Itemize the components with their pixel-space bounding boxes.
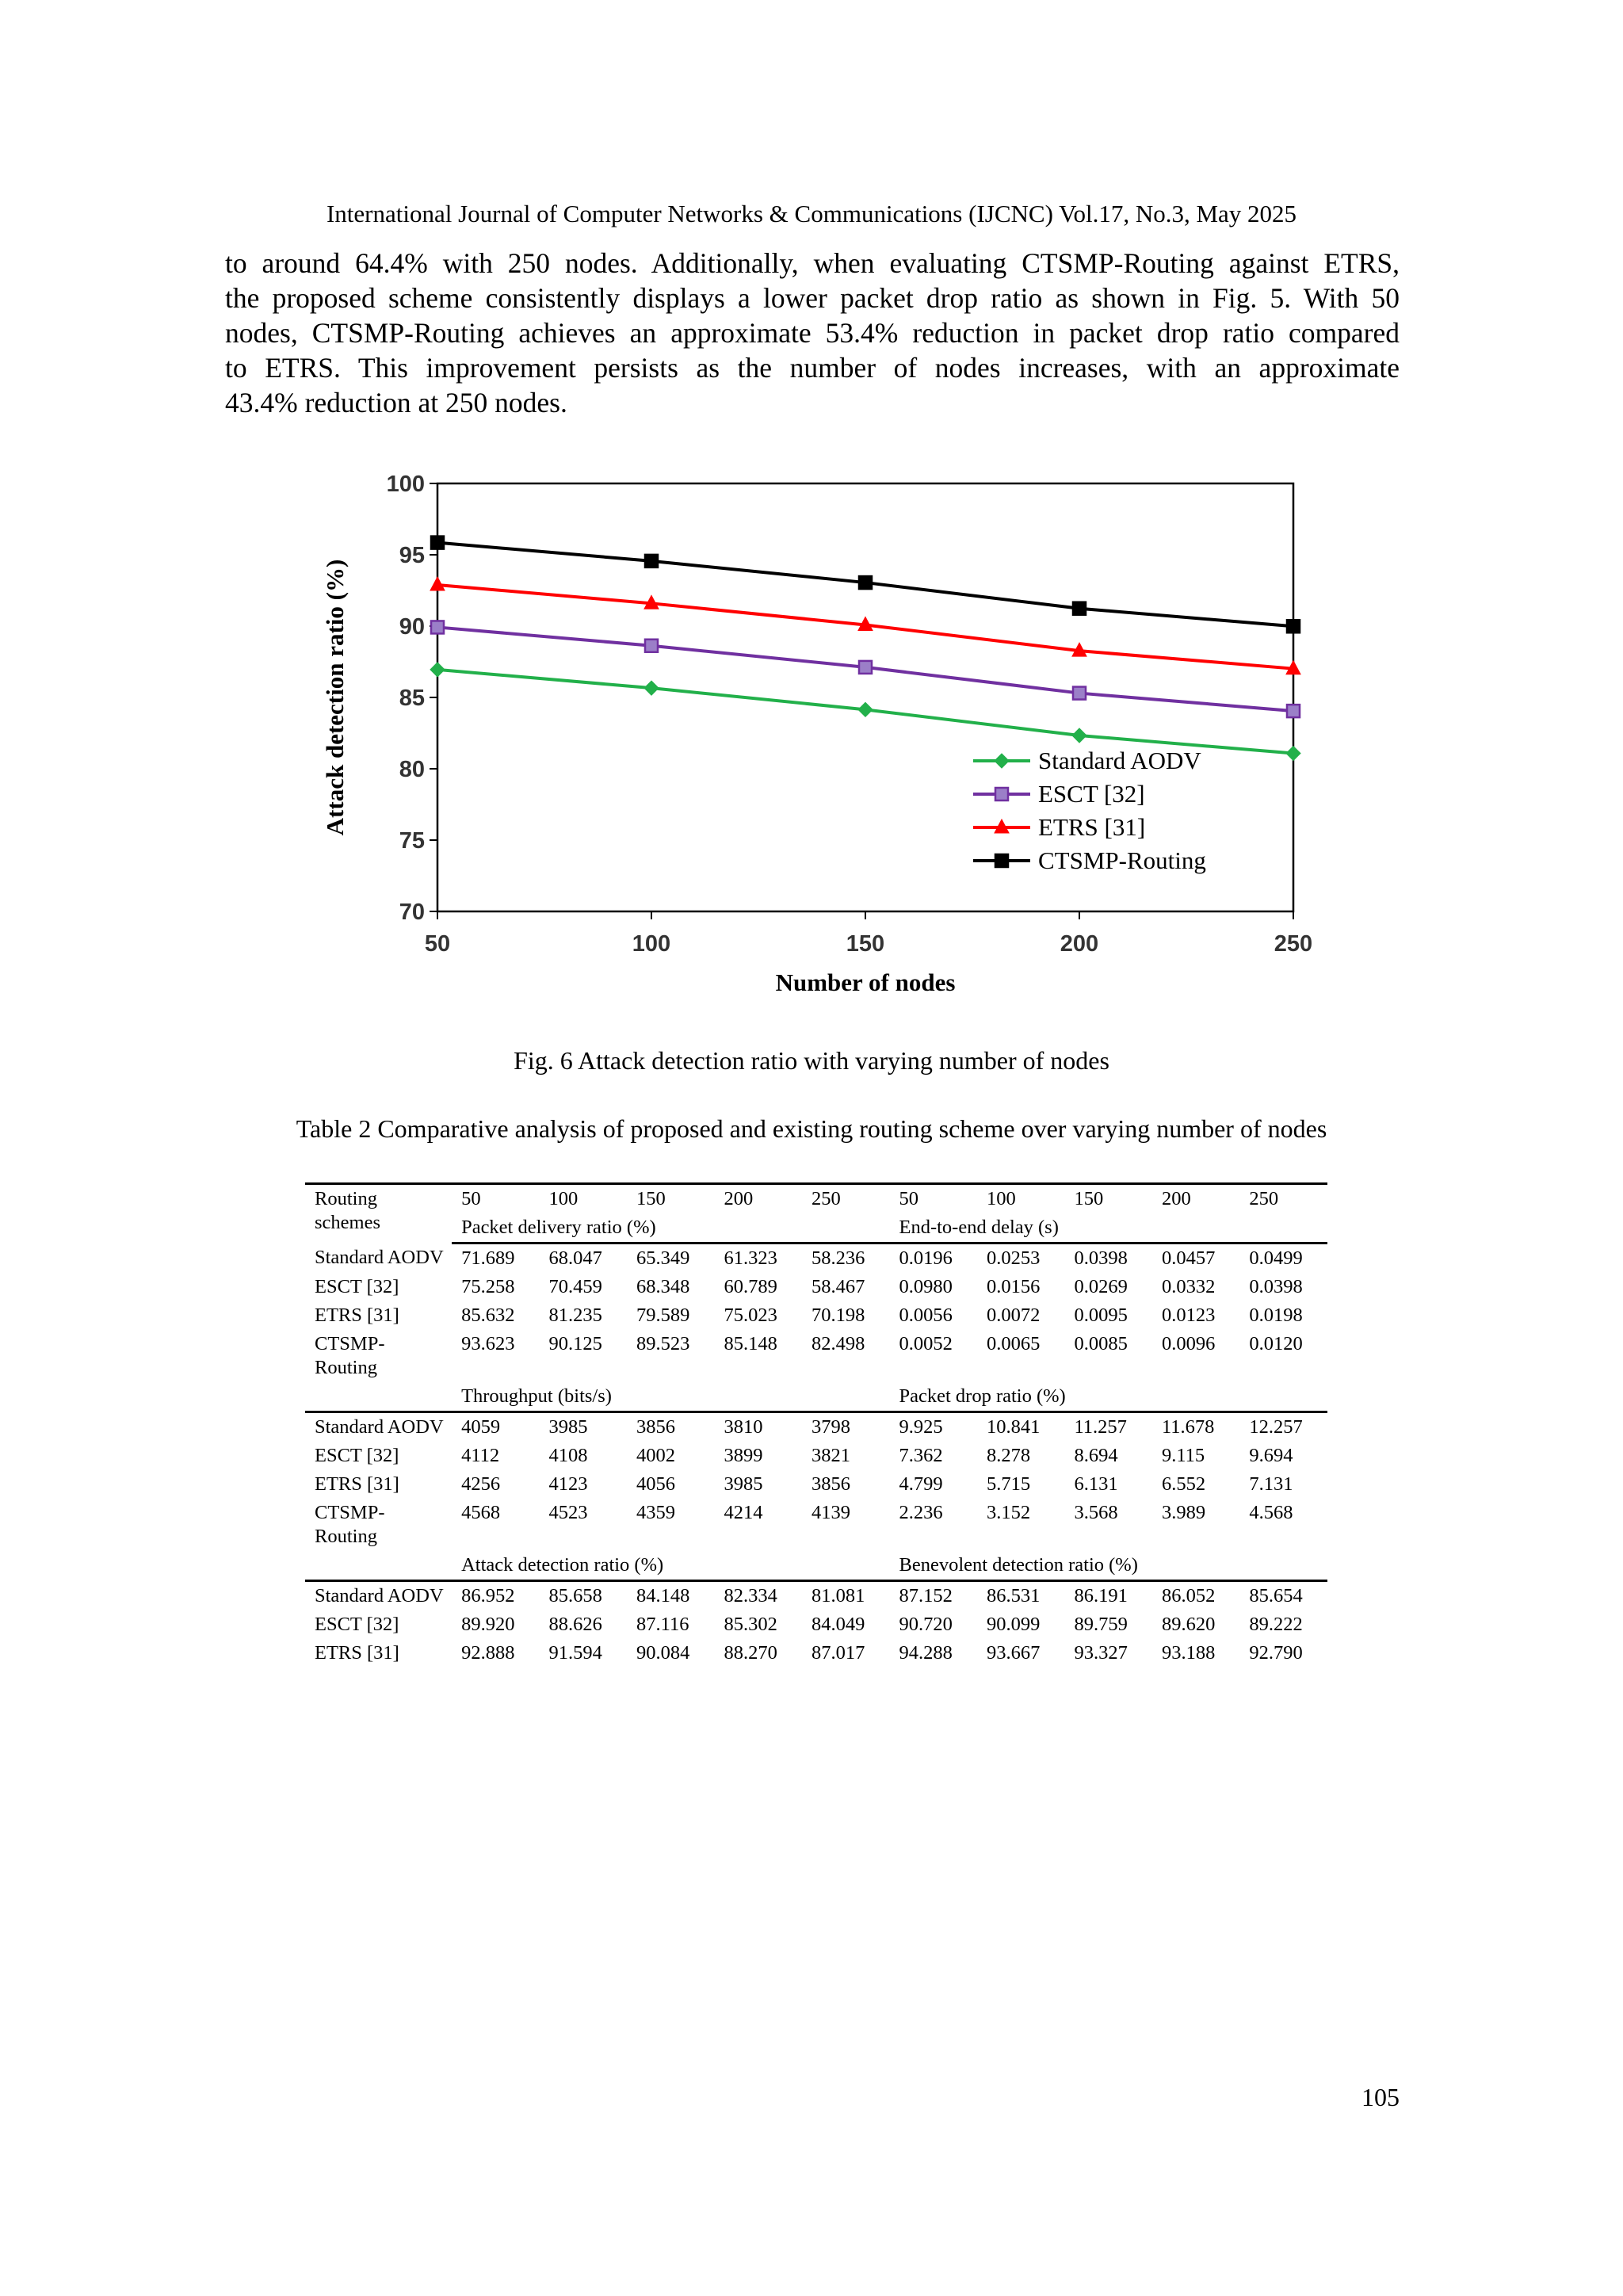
- y-tick-label: 80: [399, 757, 425, 782]
- table-cell: 60.789: [724, 1276, 777, 1297]
- column-header: 50: [452, 1184, 539, 1214]
- table-cell: 85.302: [724, 1614, 777, 1635]
- table-cell: 3856: [812, 1473, 850, 1495]
- section-header-row: [305, 1213, 1327, 1244]
- table-cell: 3856: [636, 1416, 676, 1438]
- table-cell: 86.952: [461, 1585, 515, 1606]
- table-cell: 3798: [812, 1416, 850, 1438]
- table-cell: 4214: [724, 1502, 763, 1523]
- data-point: [1072, 728, 1086, 743]
- table-cell: 87.116: [636, 1614, 689, 1635]
- row-label: ETRS [31]: [315, 1642, 399, 1664]
- table-cell: 0.0499: [1249, 1247, 1303, 1269]
- table-cell: 90.720: [899, 1614, 953, 1635]
- column-header: 250: [1239, 1184, 1327, 1214]
- table-cell: 8.278: [986, 1445, 1031, 1466]
- table-cell: 4059: [461, 1416, 501, 1438]
- row-label: Standard AODV: [315, 1416, 444, 1438]
- y-tick-label: 90: [399, 614, 425, 640]
- table-cell: 75.023: [724, 1305, 777, 1326]
- legend-label: ETRS [31]: [1038, 813, 1146, 841]
- legend-label: CTSMP-Routing: [1038, 846, 1206, 874]
- column-header: 250: [802, 1184, 889, 1214]
- table-cell: 94.288: [899, 1642, 953, 1664]
- table-row: [305, 1244, 1327, 1274]
- data-point: [1287, 620, 1300, 632]
- table-cell: 6.552: [1161, 1473, 1206, 1495]
- legend-label: ESCT [32]: [1038, 780, 1145, 808]
- table-cell: 0.0120: [1249, 1333, 1303, 1354]
- attack-detection-chart: [317, 460, 1331, 1014]
- table-cell: 0.0072: [986, 1305, 1041, 1326]
- y-tick-label: 100: [386, 472, 425, 497]
- row-label: Standard AODV: [315, 1585, 444, 1606]
- table-cell: 3810: [724, 1416, 763, 1438]
- section-title-left: Packet delivery ratio (%): [452, 1213, 889, 1244]
- data-point: [1287, 705, 1300, 717]
- table-cell: 81.081: [812, 1585, 865, 1606]
- table-caption: Table 2 Comparative analysis of proposed and existing routing scheme over varying number of nodes: [296, 1114, 1327, 1143]
- page-number: 105: [1361, 2083, 1400, 2111]
- table-cell: 68.348: [636, 1276, 690, 1297]
- table-cell: 85.654: [1249, 1585, 1303, 1606]
- table-cell: 3985: [548, 1416, 588, 1438]
- table-cell: 7.362: [899, 1445, 943, 1466]
- table-row: [305, 1301, 1327, 1330]
- table-cell: 81.235: [548, 1305, 602, 1326]
- table-cell: 8.694: [1074, 1445, 1118, 1466]
- table-cell: 82.498: [812, 1333, 865, 1354]
- table-cell: 79.589: [636, 1305, 690, 1326]
- data-point: [1073, 687, 1086, 700]
- table-cell: 4359: [636, 1502, 676, 1523]
- table-header-row: [305, 1184, 1327, 1214]
- comparison-table-wrap: [305, 1182, 1327, 1668]
- table-cell: 89.523: [636, 1333, 690, 1354]
- paragraph-line: to ETRS. This improvement persists as the number of nodes increases, with an approximate: [225, 352, 1400, 384]
- table-cell: 75.258: [461, 1276, 515, 1297]
- table-cell: 0.0198: [1249, 1305, 1303, 1326]
- x-tick-label: 100: [632, 931, 671, 957]
- legend-marker: [995, 788, 1008, 800]
- journal-header: International Journal of Computer Networks & Communications (IJCNC) Vol.17, No.3, May 2025: [326, 200, 1297, 227]
- table-cell: 3.989: [1161, 1502, 1206, 1523]
- column-header: 150: [1064, 1184, 1151, 1214]
- table-cell: 93.327: [1074, 1642, 1128, 1664]
- table-cell: 6.131: [1074, 1473, 1118, 1495]
- table-cell: 4139: [812, 1502, 850, 1523]
- table-row: [305, 1442, 1327, 1470]
- data-point: [1073, 602, 1086, 615]
- table-cell: 71.689: [461, 1247, 515, 1269]
- table-cell: 11.257: [1074, 1416, 1127, 1438]
- table-cell: 88.626: [548, 1614, 602, 1635]
- table-cell: 85.658: [548, 1585, 602, 1606]
- column-header: 100: [540, 1184, 627, 1214]
- table-cell: 61.323: [724, 1247, 777, 1269]
- table-cell: 0.0196: [899, 1247, 953, 1269]
- table-row: [305, 1330, 1327, 1382]
- table-cell: 0.0156: [986, 1276, 1041, 1297]
- table-cell: 4256: [461, 1473, 501, 1495]
- table-cell: 93.623: [461, 1333, 515, 1354]
- data-point: [1286, 747, 1300, 761]
- table-cell: 0.0398: [1249, 1276, 1303, 1297]
- table-cell: 90.099: [986, 1614, 1041, 1635]
- table-cell: 89.222: [1249, 1614, 1303, 1635]
- chart-svg: [317, 460, 1331, 1014]
- table-cell: 70.198: [812, 1305, 865, 1326]
- table-row: [305, 1470, 1327, 1499]
- table-cell: 90.125: [548, 1333, 602, 1354]
- table-cell: 0.0096: [1161, 1333, 1216, 1354]
- data-point: [645, 555, 658, 567]
- table-cell: 0.0253: [986, 1247, 1041, 1269]
- table-cell: 4.799: [899, 1473, 943, 1495]
- table-cell: 4523: [548, 1502, 588, 1523]
- table-cell: 2.236: [899, 1502, 943, 1523]
- figure-caption: Fig. 6 Attack detection ratio with varying number of nodes: [514, 1046, 1109, 1075]
- row-label: ESCT [32]: [315, 1276, 399, 1297]
- table-cell: 89.620: [1161, 1614, 1216, 1635]
- table-cell: 9.115: [1161, 1445, 1205, 1466]
- comparison-table: [305, 1182, 1327, 1668]
- table-cell: 0.0065: [986, 1333, 1041, 1354]
- legend-label: Standard AODV: [1038, 747, 1201, 774]
- y-axis-label: Attack detection ratio (%): [321, 559, 349, 836]
- table-cell: 85.632: [461, 1305, 515, 1326]
- x-tick-label: 150: [846, 931, 885, 957]
- x-axis-label: Number of nodes: [775, 968, 956, 996]
- table-cell: 3821: [812, 1445, 850, 1466]
- section-title-right: Benevolent detection ratio (%): [889, 1551, 1327, 1581]
- table-cell: 3985: [724, 1473, 763, 1495]
- section-header-row: [305, 1551, 1327, 1581]
- data-point: [431, 537, 444, 549]
- legend-marker: [995, 854, 1008, 867]
- table-cell: 9.925: [899, 1416, 943, 1438]
- table-cell: 0.0085: [1074, 1333, 1128, 1354]
- table-row: [305, 1412, 1327, 1442]
- column-header: 100: [977, 1184, 1064, 1214]
- table-cell: 11.678: [1161, 1416, 1215, 1438]
- row-label: CTSMP-Routing: [315, 1333, 385, 1378]
- table-cell: 88.270: [724, 1642, 777, 1664]
- table-cell: 0.0056: [899, 1305, 953, 1326]
- table-cell: 58.467: [812, 1276, 865, 1297]
- y-tick-label: 95: [399, 543, 425, 568]
- data-point: [858, 702, 873, 716]
- table-cell: 86.191: [1074, 1585, 1128, 1606]
- row-label: ETRS [31]: [315, 1473, 399, 1495]
- table-cell: 10.841: [986, 1416, 1041, 1438]
- table-cell: 70.459: [548, 1276, 602, 1297]
- table-cell: 84.148: [636, 1585, 690, 1606]
- section-title-left: Attack detection ratio (%): [452, 1551, 889, 1581]
- row-label: ESCT [32]: [315, 1445, 399, 1466]
- table-cell: 9.694: [1249, 1445, 1293, 1466]
- table-cell: 0.0095: [1074, 1305, 1128, 1326]
- section-blank-cell: [305, 1551, 452, 1581]
- table-cell: 90.084: [636, 1642, 690, 1664]
- table-cell: 91.594: [548, 1642, 602, 1664]
- table-cell: 87.017: [812, 1642, 865, 1664]
- table-cell: 93.188: [1161, 1642, 1216, 1664]
- table-cell: 4.568: [1249, 1502, 1293, 1523]
- table-cell: 0.0052: [899, 1333, 953, 1354]
- section-title-right: Packet drop ratio (%): [889, 1382, 1327, 1412]
- table-cell: 93.667: [986, 1642, 1041, 1664]
- table-cell: 86.531: [986, 1585, 1041, 1606]
- section-title-right: End-to-end delay (s): [889, 1213, 1327, 1244]
- table-cell: 0.0123: [1161, 1305, 1216, 1326]
- table-cell: 4056: [636, 1473, 676, 1495]
- column-header: 200: [715, 1184, 802, 1214]
- table-cell: 3.568: [1074, 1502, 1118, 1523]
- table-cell: 85.148: [724, 1333, 777, 1354]
- table-row: [305, 1581, 1327, 1611]
- table-row: [305, 1610, 1327, 1639]
- table-cell: 7.131: [1249, 1473, 1293, 1495]
- table-cell: 68.047: [548, 1247, 602, 1269]
- column-header: 200: [1152, 1184, 1239, 1214]
- row-label: ETRS [31]: [315, 1305, 399, 1326]
- table-row: [305, 1273, 1327, 1301]
- y-tick-label: 70: [399, 900, 425, 925]
- y-tick-label: 85: [399, 686, 425, 711]
- data-point: [859, 576, 872, 589]
- paragraph-line: nodes, CTSMP-Routing achieves an approximate 53.4% reduction in packet drop ratio compared: [225, 317, 1400, 349]
- table-cell: 12.257: [1249, 1416, 1303, 1438]
- table-cell: 92.790: [1249, 1642, 1303, 1664]
- section-title-left: Throughput (bits/s): [452, 1382, 889, 1412]
- table-cell: 0.0332: [1161, 1276, 1216, 1297]
- table-cell: 5.715: [986, 1473, 1031, 1495]
- data-point: [431, 621, 444, 633]
- table-row: [305, 1499, 1327, 1551]
- header-routing-schemes: Routing schemes: [305, 1184, 452, 1244]
- paragraph-line: to around 64.4% with 250 nodes. Additionally, when evaluating CTSMP-Routing against ETRS,: [225, 247, 1400, 279]
- y-tick-label: 75: [399, 828, 425, 854]
- table-cell: 89.920: [461, 1614, 515, 1635]
- paragraph-line: 43.4% reduction at 250 nodes.: [225, 387, 567, 418]
- table-cell: 86.052: [1161, 1585, 1216, 1606]
- table-cell: 4112: [461, 1445, 500, 1466]
- x-tick-label: 250: [1274, 931, 1313, 957]
- row-label: ESCT [32]: [315, 1614, 399, 1635]
- row-label: Standard AODV: [315, 1246, 444, 1268]
- legend-marker: [995, 754, 1009, 768]
- data-point: [644, 681, 659, 695]
- table-cell: 58.236: [812, 1247, 865, 1269]
- data-point: [859, 661, 872, 674]
- table-cell: 89.759: [1074, 1614, 1128, 1635]
- data-point: [430, 577, 445, 590]
- data-point: [645, 640, 658, 652]
- table-row: [305, 1639, 1327, 1668]
- table-cell: 4568: [461, 1502, 501, 1523]
- table-cell: 0.0269: [1074, 1276, 1128, 1297]
- table-cell: 3.152: [986, 1502, 1031, 1523]
- table-cell: 92.888: [461, 1642, 515, 1664]
- table-cell: 0.0457: [1161, 1247, 1216, 1269]
- section-header-row: [305, 1382, 1327, 1412]
- table-cell: 4002: [636, 1445, 676, 1466]
- table-cell: 0.0980: [899, 1276, 953, 1297]
- x-tick-label: 50: [424, 931, 451, 957]
- paragraph-line: the proposed scheme consistently displays a lower packet drop ratio as shown in Fig. 5. With 50: [225, 282, 1400, 314]
- table-cell: 87.152: [899, 1585, 953, 1606]
- table-cell: 3899: [724, 1445, 763, 1466]
- table-cell: 0.0398: [1074, 1247, 1128, 1269]
- section-blank-cell: [305, 1382, 452, 1412]
- table-cell: 82.334: [724, 1585, 777, 1606]
- table-cell: 65.349: [636, 1247, 690, 1269]
- table-cell: 84.049: [812, 1614, 865, 1635]
- column-header: 150: [627, 1184, 714, 1214]
- table-cell: 4123: [548, 1473, 588, 1495]
- table-cell: 4108: [548, 1445, 588, 1466]
- column-header: 50: [889, 1184, 976, 1214]
- data-point: [430, 663, 445, 677]
- row-label: CTSMP-Routing: [315, 1502, 385, 1547]
- x-tick-label: 200: [1060, 931, 1099, 957]
- body-paragraph: [225, 246, 1400, 420]
